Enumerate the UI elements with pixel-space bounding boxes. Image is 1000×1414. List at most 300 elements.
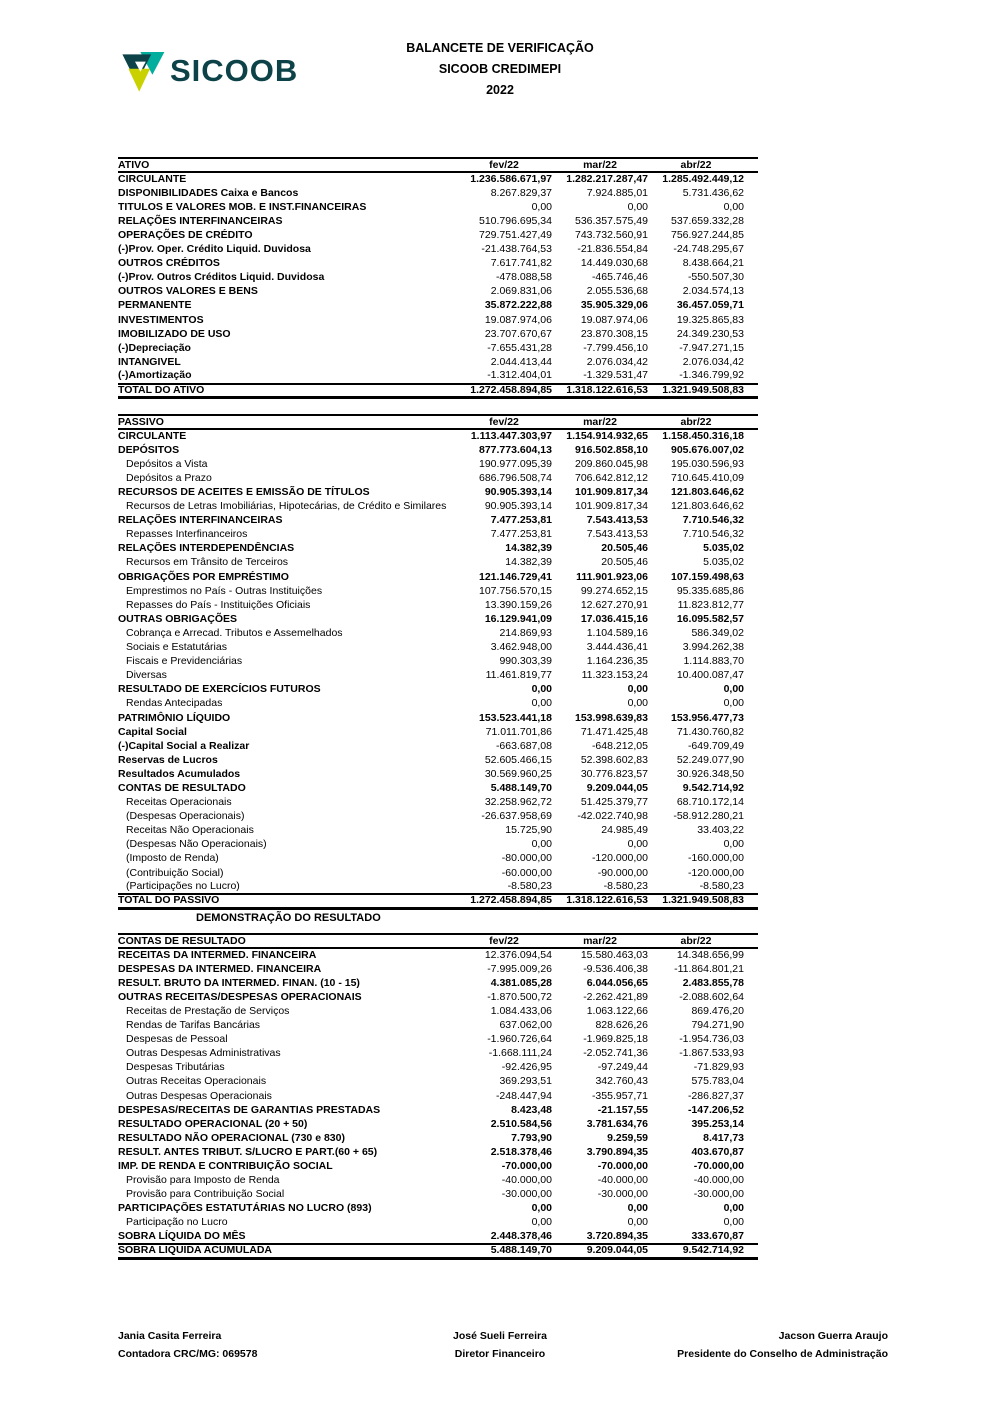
row-value: 32.258.962,72 (484, 796, 552, 809)
table-row (118, 1160, 758, 1174)
row-label: SOBRA LIQUIDA ACUMULADA (118, 1244, 272, 1257)
row-value: -1.870.500,72 (487, 990, 552, 1003)
column-header: mar/22 (583, 158, 617, 171)
row-label: (Despesas Operacionais) (126, 810, 245, 823)
spacer-cell (744, 299, 758, 313)
spacer-cell (744, 556, 758, 570)
spacer-cell (744, 976, 758, 990)
table-row (118, 976, 758, 990)
table-row (118, 962, 758, 976)
row-value: 4.381.085,28 (490, 976, 552, 989)
table-row (118, 556, 758, 570)
spacer-cell (744, 767, 758, 781)
row-value: 101.909.817,34 (575, 500, 648, 513)
row-value: 8.423,48 (511, 1103, 552, 1116)
row-value: 107.159.498,63 (671, 570, 744, 583)
row-value: 1.318.122.616,53 (566, 383, 648, 396)
row-value: 11.461.819,77 (485, 669, 552, 682)
table-header-row (118, 415, 758, 429)
ativo-table (118, 157, 758, 399)
row-value: 153.998.639,83 (575, 711, 648, 724)
row-value: 0,00 (531, 1202, 552, 1215)
row-value: 20.505,46 (601, 556, 648, 569)
row-label: (-)Depreciação (118, 341, 191, 354)
row-value: 0,00 (723, 1216, 744, 1229)
row-label: OBRIGAÇÕES POR EMPRÉSTIMO (118, 570, 289, 583)
row-label: DEPÓSITOS (118, 443, 180, 456)
row-value: 0,00 (531, 697, 552, 710)
table-row (118, 1202, 758, 1216)
row-value: 33.403,22 (697, 824, 744, 837)
spacer-cell (744, 894, 758, 908)
table-row (118, 471, 758, 485)
row-value: 0,00 (627, 683, 648, 696)
spacer-cell (744, 1019, 758, 1033)
row-value: 121.146.729,41 (479, 570, 552, 583)
row-value: 111.901.923,06 (576, 570, 648, 583)
spacer-cell (744, 669, 758, 683)
row-value: 1.084.433,06 (490, 1005, 552, 1018)
row-value: -2.052.741,36 (583, 1047, 648, 1060)
row-label: Outras Despesas Administrativas (126, 1047, 281, 1060)
table-row (118, 669, 758, 683)
row-value: 2.076.034,42 (586, 355, 648, 368)
row-value: 1.104.589,16 (586, 626, 648, 639)
row-value: 8.438.664,21 (682, 257, 744, 270)
spacer-cell (744, 584, 758, 598)
column-header: fev/22 (489, 415, 519, 428)
row-value: 5.731.436,62 (682, 186, 744, 199)
table-row (118, 172, 758, 186)
row-label: TITULOS E VALORES MOB. E INST.FINANCEIRAS (118, 200, 367, 213)
row-value: 51.425.379,77 (580, 796, 648, 809)
row-value: 9.542.714,92 (682, 1244, 744, 1257)
row-value: -8.580,23 (507, 880, 552, 893)
row-value: 536.357.575,49 (575, 214, 648, 227)
row-value: 0,00 (531, 1216, 552, 1229)
spacer-cell (744, 341, 758, 355)
table-row (118, 1089, 758, 1103)
column-header: abr/22 (680, 158, 712, 171)
row-label: (Contribuição Social) (126, 866, 224, 879)
spacer-cell (744, 257, 758, 271)
row-value: 16.129.941,09 (484, 612, 552, 625)
row-value: 52.398.602,83 (580, 753, 648, 766)
spacer-cell (744, 781, 758, 795)
row-label: IMP. DE RENDA E CONTRIBUIÇÃO SOCIAL (118, 1160, 333, 1173)
table-row (118, 781, 758, 795)
row-value: 23.707.670,67 (484, 327, 552, 340)
table-header-row (118, 158, 758, 172)
row-value: 35.872.222,88 (484, 299, 552, 312)
row-value: -90.000,00 (597, 866, 648, 879)
row-value: 877.773.604,13 (479, 443, 552, 456)
row-value: 743.732.560,91 (575, 229, 648, 242)
table-row (118, 500, 758, 514)
row-value: 1.154.914.932,65 (566, 430, 648, 443)
row-value: 153.956.477,73 (671, 711, 744, 724)
row-value: 7.543.413,53 (586, 514, 648, 527)
row-value: 1.063.122,66 (586, 1005, 648, 1018)
row-label: DESPESAS/RECEITAS DE GARANTIAS PRESTADAS (118, 1103, 381, 1116)
row-value: 333.670,87 (691, 1230, 744, 1243)
table-row (118, 824, 758, 838)
row-value: -7.995.009,26 (487, 962, 552, 975)
row-value: 15.725,90 (505, 824, 552, 837)
row-value: 0,00 (531, 683, 552, 696)
row-value: 537.659.332,28 (671, 214, 744, 227)
row-value: 369.293,51 (499, 1075, 552, 1088)
spacer-cell (744, 313, 758, 327)
row-label: IMOBILIZADO DE USO (118, 327, 231, 340)
row-value: 35.905.329,06 (580, 299, 648, 312)
row-label: Receitas Não Operacionais (126, 824, 254, 837)
row-value: -649.709,49 (687, 739, 744, 752)
row-value: 52.605.466,15 (484, 753, 552, 766)
row-value: -40.000,00 (501, 1174, 552, 1187)
table-row (118, 810, 758, 824)
row-label: OUTRAS RECEITAS/DESPESAS OPERACIONAIS (118, 990, 362, 1003)
row-value: 3.994.262,38 (682, 641, 744, 654)
row-label: RESULTADO OPERACIONAL (20 + 50) (118, 1117, 308, 1130)
row-value: 71.471.425,48 (580, 725, 648, 738)
row-value: -11.864.801,21 (674, 962, 744, 975)
spacer-cell (744, 327, 758, 341)
row-value: 2.076.034,42 (682, 355, 744, 368)
table-row (118, 880, 758, 894)
row-value: 7.617.741,82 (490, 257, 552, 270)
row-label: RESULTADO DE EXERCÍCIOS FUTUROS (118, 683, 321, 696)
row-label: (-)Amortização (118, 369, 192, 382)
row-label: TOTAL DO PASSIVO (118, 894, 220, 907)
row-value: 121.803.646,62 (671, 486, 744, 499)
table-row (118, 1117, 758, 1131)
spacer-cell (744, 1075, 758, 1089)
row-label: (-)Capital Social a Realizar (118, 739, 250, 752)
row-value: 756.927.244,85 (671, 229, 744, 242)
signatory-role: Diretor Financeiro (454, 1347, 546, 1360)
row-value: -120.000,00 (687, 866, 744, 879)
spacer-cell (744, 1174, 758, 1188)
row-value: 90.905.393,14 (484, 500, 552, 513)
row-value: -60.000,00 (501, 866, 552, 879)
table-row (118, 271, 758, 285)
row-value: 20.505,46 (601, 542, 648, 555)
row-value: -40.000,00 (693, 1174, 744, 1187)
spacer-cell (744, 369, 758, 383)
row-value: 6.044.056,65 (586, 976, 648, 989)
table-row (118, 1230, 758, 1244)
row-label: SOBRA LÍQUIDA DO MÊS (118, 1230, 246, 1243)
row-value: 3.444.436,41 (586, 641, 648, 654)
row-value: 706.642.812,12 (575, 471, 648, 484)
row-value: 2.044.413,44 (490, 355, 552, 368)
row-label: Depósitos a Prazo (126, 471, 212, 484)
row-value: 1.282.217.287,47 (566, 173, 648, 186)
row-label: Despesas de Pessoal (126, 1033, 228, 1046)
table-row (118, 683, 758, 697)
table-row (118, 369, 758, 383)
row-value: -21.836.554,84 (577, 243, 648, 256)
table-row (118, 1019, 758, 1033)
row-value: -24.748.295,67 (673, 243, 744, 256)
row-value: 7.793,90 (511, 1131, 552, 1144)
table-row (118, 852, 758, 866)
row-label: Rendas Antecipadas (126, 697, 223, 710)
table-title: CONTAS DE RESULTADO (118, 934, 246, 947)
row-value: 3.790.894,35 (586, 1145, 648, 1158)
table-row (118, 228, 758, 242)
row-value: -355.957,71 (591, 1089, 648, 1102)
spacer-cell (744, 1117, 758, 1131)
row-value: 30.569.960,25 (484, 767, 552, 780)
row-value: 586.349,02 (691, 626, 744, 639)
row-value: 107.756.570,15 (479, 584, 552, 597)
row-value: -7.655.431,28 (487, 341, 552, 354)
row-value: 0,00 (627, 838, 648, 851)
row-value: -70.000,00 (597, 1160, 648, 1173)
row-value: 0,00 (531, 838, 552, 851)
spacer-cell (744, 948, 758, 962)
table-row (118, 257, 758, 271)
row-value: 209.860.045,98 (575, 457, 648, 470)
row-label: Diversas (126, 669, 167, 682)
column-header: mar/22 (583, 415, 617, 428)
row-value: 5.035,02 (703, 542, 744, 555)
row-value: 1.164.236,35 (586, 655, 648, 668)
row-value: -1.867.533,93 (679, 1047, 744, 1060)
row-value: 1.321.949.508,83 (662, 383, 744, 396)
table-row (118, 485, 758, 499)
row-value: -70.000,00 (693, 1160, 744, 1173)
row-value: 575.783,04 (691, 1075, 744, 1088)
spacer-cell (744, 655, 758, 669)
resultado-table (118, 933, 758, 1260)
table-title: ATIVO (118, 158, 150, 171)
row-label: RECEITAS DA INTERMED. FINANCEIRA (118, 949, 317, 962)
spacer-cell (744, 200, 758, 214)
row-label: Cobrança e Arrecad. Tributos e Assemelhados (126, 626, 343, 639)
row-value: -9.536.406,38 (583, 962, 648, 975)
document-year: 2022 (486, 83, 514, 97)
row-value: -1.312.404,01 (487, 369, 552, 382)
row-label: Provisão para Contribuição Social (126, 1188, 285, 1201)
table-row (118, 626, 758, 640)
row-label: Rendas de Tarifas Bancárias (126, 1019, 261, 1032)
spacer-cell (744, 824, 758, 838)
row-label: INTANGIVEL (118, 355, 181, 368)
spacer-cell (744, 285, 758, 299)
signatory-role: Contadora CRC/MG: 069578 (118, 1347, 258, 1360)
table-title: PASSIVO (118, 415, 164, 428)
row-label: Recursos de Letras Imobiliárias, Hipotecárias, de Crédito e Similares (126, 500, 447, 513)
row-value: 1.114.883,70 (683, 655, 744, 668)
table-row (118, 355, 758, 369)
row-value: 990.303,39 (499, 655, 552, 668)
table-row (118, 1131, 758, 1145)
table-row (118, 796, 758, 810)
row-value: 905.676.007,02 (671, 443, 744, 456)
spacer-cell (744, 1216, 758, 1230)
row-value: 0,00 (723, 1202, 744, 1215)
row-label: OUTROS CRÉDITOS (118, 257, 220, 270)
row-value: 395.253,14 (691, 1117, 744, 1130)
table-row (118, 542, 758, 556)
row-label: Depósitos a Vista (126, 457, 208, 470)
row-label: RESULT. ANTES TRIBUT. S/LUCRO E PART.(60 + 65) (118, 1145, 378, 1158)
row-label: (Despesas Não Operacionais) (126, 838, 267, 851)
table-row (118, 1244, 758, 1258)
row-label: CONTAS DE RESULTADO (118, 781, 246, 794)
row-value: 1.272.458.894,85 (470, 383, 552, 396)
row-value: -26.637.958,69 (481, 810, 552, 823)
spacer-cell (744, 1244, 758, 1258)
spacer-cell (744, 1089, 758, 1103)
row-value: 2.069.831,06 (490, 285, 552, 298)
row-value: -1.346.799,92 (679, 369, 744, 382)
spacer-cell (744, 598, 758, 612)
row-label: Outras Despesas Operacionais (126, 1089, 272, 1102)
spacer-cell (744, 384, 758, 398)
spacer-cell (744, 429, 758, 443)
row-value: -58.912.280,21 (673, 810, 744, 823)
spacer-cell (744, 485, 758, 499)
spacer-cell (744, 1061, 758, 1075)
row-value: 2.034.574,13 (682, 285, 744, 298)
spacer-cell (744, 866, 758, 880)
row-label: Reservas de Lucros (118, 753, 218, 766)
row-value: 510.796.695,34 (479, 214, 552, 227)
spacer-cell (744, 1047, 758, 1061)
spacer-cell (744, 271, 758, 285)
table-row (118, 711, 758, 725)
row-value: 10.400.087,47 (676, 669, 744, 682)
row-value: -70.000,00 (501, 1160, 552, 1173)
row-value: 1.272.458.894,85 (470, 894, 552, 907)
row-label: Provisão para Imposto de Renda (126, 1174, 280, 1187)
table-row (118, 1061, 758, 1075)
row-label: RESULT. BRUTO DA INTERMED. FINAN. (10 - 15) (118, 976, 360, 989)
row-value: -1.329.531,47 (583, 369, 648, 382)
row-value: 3.462.948,00 (490, 641, 552, 654)
row-value: -1.954.736,03 (679, 1033, 744, 1046)
row-value: 24.985,49 (601, 824, 648, 837)
row-value: 153.523.441,18 (479, 711, 552, 724)
row-value: 7.710.546,32 (682, 514, 744, 527)
row-label: Participação no Lucro (126, 1216, 228, 1229)
row-label: RECURSOS DE ACEITES E EMISSÃO DE TÍTULOS (118, 486, 370, 499)
table-row (118, 570, 758, 584)
row-value: 19.087.974,06 (484, 313, 552, 326)
row-value: -147.206,52 (687, 1103, 744, 1116)
signatory-name: Jacson Guerra Araujo (778, 1330, 888, 1342)
table-row (118, 990, 758, 1004)
row-label: Capital Social (118, 725, 187, 738)
row-value: 190.977.095,39 (479, 457, 552, 470)
row-label: PERMANENTE (118, 299, 192, 312)
row-value: -80.000,00 (501, 852, 552, 865)
row-value: 16.095.582,57 (676, 612, 744, 625)
row-value: 2.518.378,46 (490, 1145, 552, 1158)
spacer-cell (744, 962, 758, 976)
table-row (118, 838, 758, 852)
row-value: 2.510.584,56 (490, 1117, 552, 1130)
row-value: 403.670,87 (691, 1145, 744, 1158)
spacer-cell (744, 725, 758, 739)
row-value: 12.627.270,91 (580, 598, 648, 611)
row-value: -550.507,30 (687, 271, 744, 284)
row-label: PATRIMÔNIO LÍQUIDO (118, 711, 231, 724)
spacer-cell (744, 158, 758, 172)
table-row (118, 214, 758, 228)
row-label: Despesas Tributárias (126, 1061, 225, 1074)
row-label: (Participações no Lucro) (126, 880, 240, 893)
spacer-cell (744, 1160, 758, 1174)
row-value: 99.274.652,15 (580, 584, 648, 597)
row-value: -248.447,94 (495, 1089, 552, 1102)
row-value: 11.823.812,77 (677, 598, 744, 611)
row-label: (Imposto de Renda) (126, 852, 219, 865)
table-row (118, 948, 758, 962)
table-row (118, 429, 758, 443)
table-row (118, 739, 758, 753)
spacer-cell (744, 1145, 758, 1159)
row-label: OPERAÇÕES DE CRÉDITO (118, 229, 253, 242)
spacer-cell (744, 880, 758, 894)
table-row (118, 299, 758, 313)
signatory-name: José Sueli Ferreira (453, 1330, 547, 1342)
spacer-cell (744, 355, 758, 369)
document-subtitle: SICOOB CREDIMEPI (438, 62, 562, 76)
row-label: Emprestimos no País - Outras Instituições (126, 584, 323, 597)
row-label: RELAÇÕES INTERDEPENDÊNCIAS (118, 542, 295, 555)
row-value: -663.687,08 (495, 739, 552, 752)
row-value: 30.926.348,50 (676, 767, 744, 780)
row-value: -465.746,46 (591, 271, 648, 284)
signature-block-board-president (600, 1328, 888, 1363)
table-row (118, 443, 758, 457)
row-value: 95.335.685,86 (676, 584, 744, 597)
table-row (118, 1216, 758, 1230)
row-label: CIRCULANTE (118, 173, 187, 186)
row-value: 0,00 (723, 697, 744, 710)
column-header: mar/22 (583, 934, 617, 947)
row-label: PARTICIPAÇÕES ESTATUTÁRIAS NO LUCRO (893) (118, 1202, 372, 1215)
table-row (118, 186, 758, 200)
document-header (0, 38, 1000, 101)
table-row (118, 753, 758, 767)
spacer-cell (744, 810, 758, 824)
row-value: 30.776.823,57 (580, 767, 648, 780)
row-value: 3.720.894,35 (586, 1230, 648, 1243)
row-value: 24.349.230,53 (676, 327, 744, 340)
row-value: 90.905.393,14 (484, 486, 552, 499)
row-label: OUTRAS OBRIGAÇÕES (118, 612, 238, 625)
row-value: -30.000,00 (597, 1188, 648, 1201)
row-value: -648.212,05 (591, 739, 648, 752)
row-value: 1.158.450.316,18 (662, 430, 744, 443)
row-value: -21.157,55 (597, 1103, 648, 1116)
row-value: -7.799.456,10 (583, 341, 648, 354)
row-value: 7.710.546,32 (682, 528, 744, 541)
spacer-cell (744, 711, 758, 725)
row-value: 15.580.463,03 (580, 949, 648, 962)
table-row (118, 1145, 758, 1159)
spacer-cell (744, 1188, 758, 1202)
row-value: 0,00 (531, 200, 552, 213)
table-row (118, 341, 758, 355)
row-label: DESPESAS DA INTERMED. FINANCEIRA (118, 962, 322, 975)
